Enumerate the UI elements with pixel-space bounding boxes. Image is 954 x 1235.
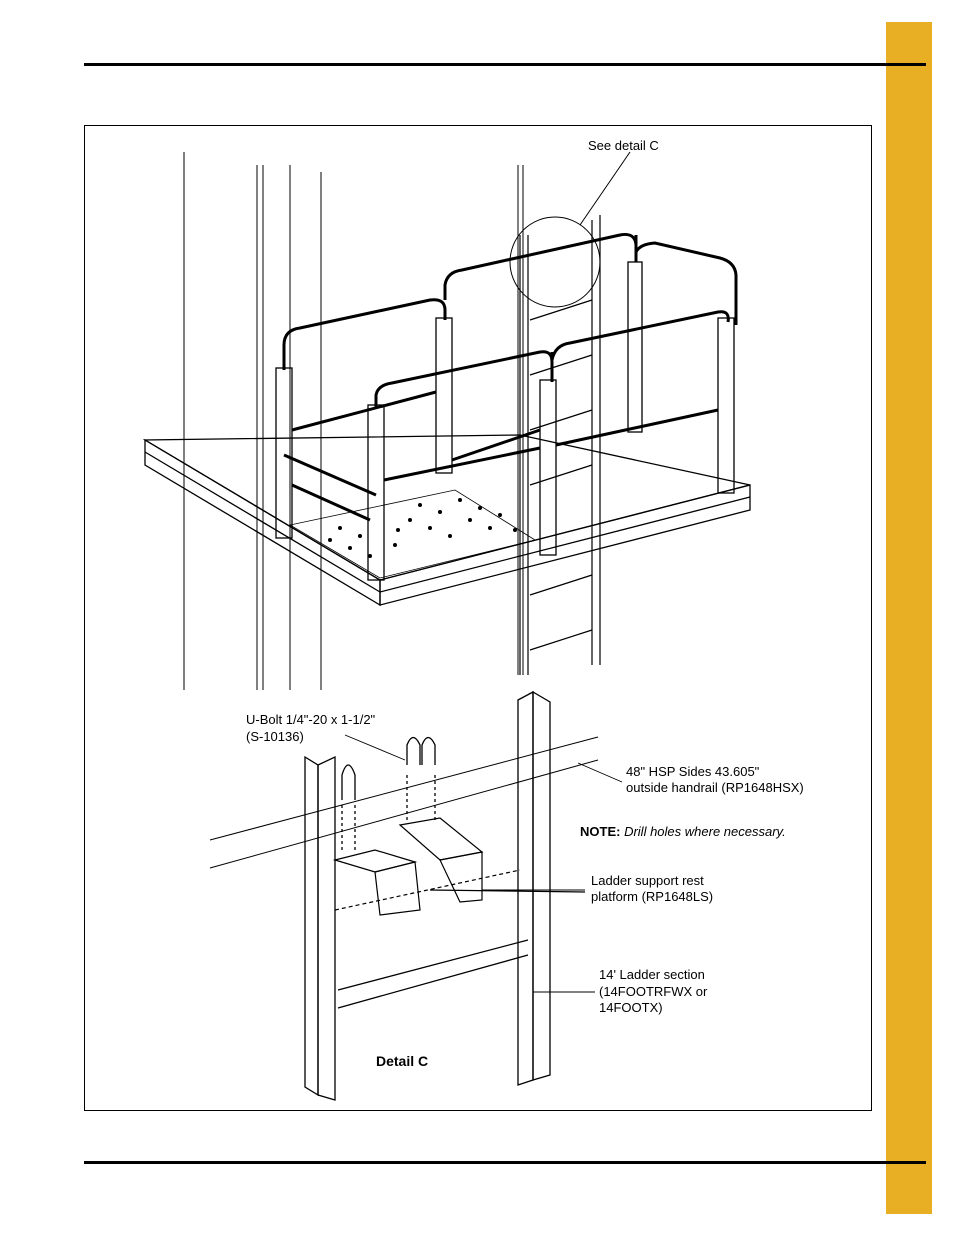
silo-wall-lines bbox=[184, 152, 523, 690]
note-prefix: NOTE: bbox=[580, 824, 621, 839]
detail-c-title: Detail C bbox=[376, 1053, 429, 1069]
sides-label-line2: outside handrail (RP1648HSX) bbox=[626, 780, 804, 795]
ladder-label-line1: 14' Ladder section bbox=[599, 967, 705, 982]
handrail-detail bbox=[210, 737, 598, 868]
leader-lines bbox=[345, 735, 622, 992]
note-text: Drill holes where necessary. bbox=[624, 824, 786, 839]
support-label-line2: platform (RP1648LS) bbox=[591, 889, 714, 904]
u-bolts bbox=[342, 738, 435, 851]
ladder-label-line2: (14FOOTRFWX or bbox=[599, 984, 708, 999]
handrail-rails bbox=[284, 234, 736, 520]
support-brackets bbox=[335, 818, 585, 915]
ubolt-label-line2: (S-10136) bbox=[246, 729, 304, 744]
see-detail-label: See detail C bbox=[588, 138, 659, 153]
ladder-label-line3: 14FOOTX) bbox=[599, 1000, 663, 1015]
note-line bbox=[580, 824, 786, 840]
ubolt-label-line1: U-Bolt 1/4"-20 x 1-1/2" bbox=[246, 712, 376, 727]
sides-label-line1: 48" HSP Sides 43.605" bbox=[626, 764, 760, 779]
deck-holes bbox=[328, 498, 517, 558]
support-label-line1: Ladder support rest bbox=[591, 873, 704, 888]
platform-deck bbox=[145, 435, 750, 605]
ladder-detail bbox=[305, 692, 550, 1100]
